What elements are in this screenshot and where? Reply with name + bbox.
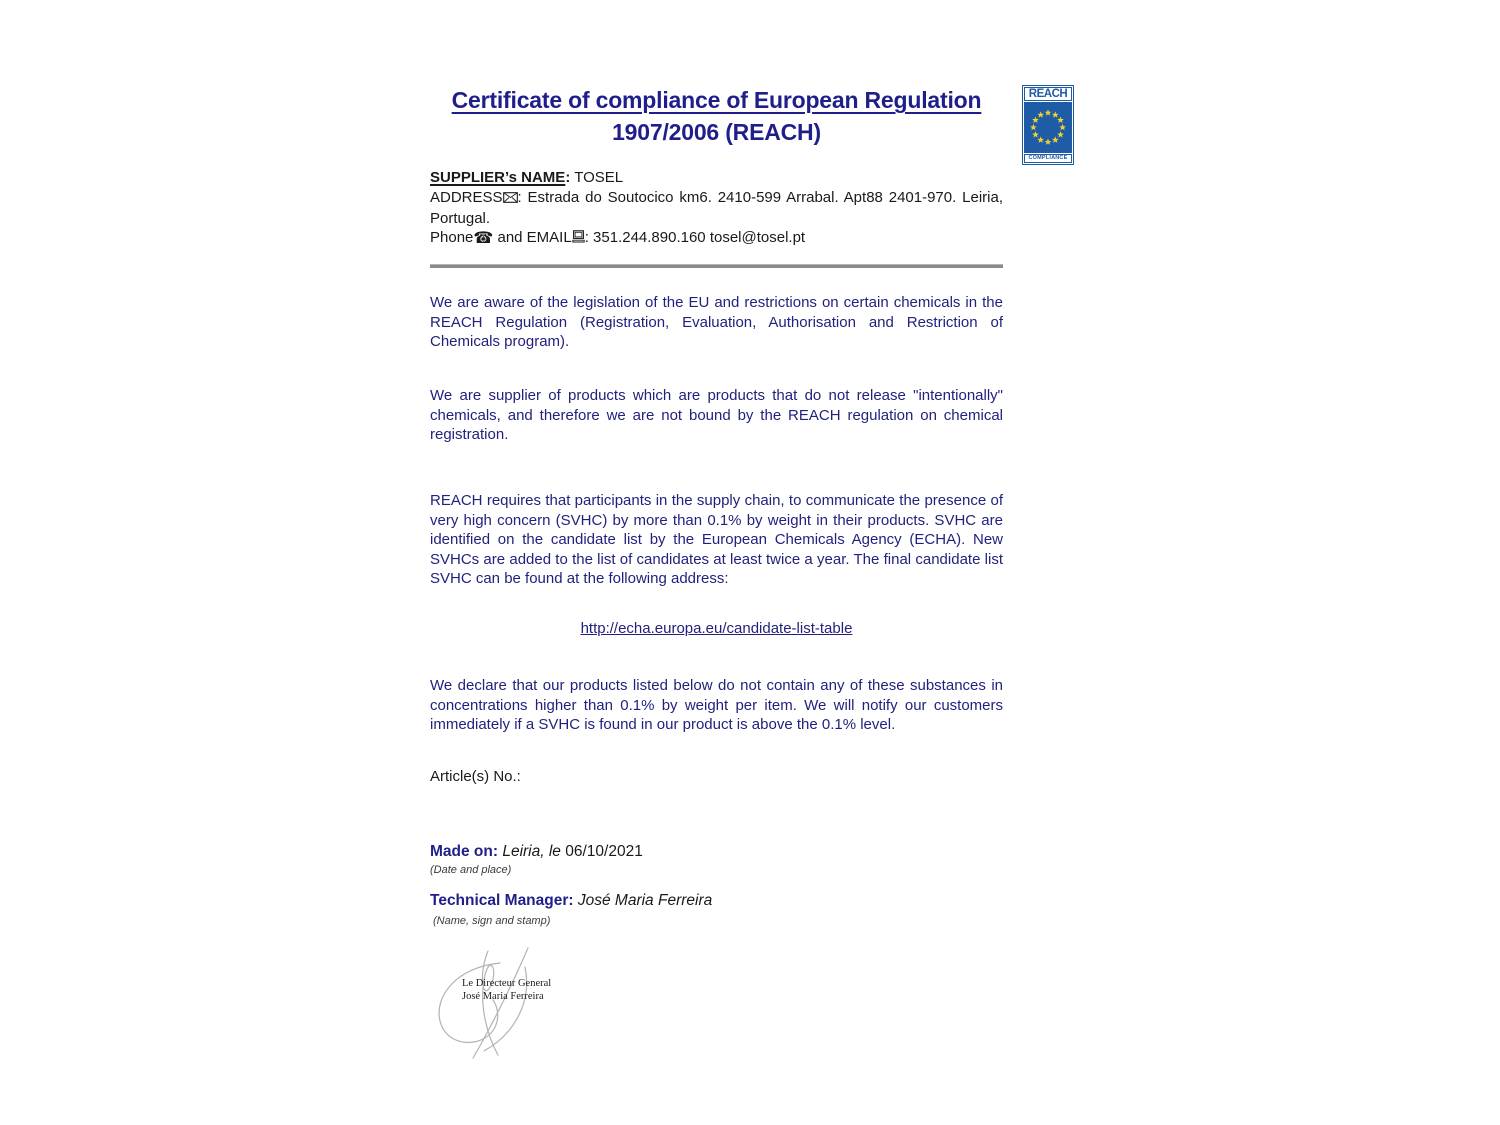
phone-label: Phone bbox=[430, 229, 474, 247]
supplier-info bbox=[430, 168, 1003, 249]
article-number-label: Article(s) No.: bbox=[430, 768, 521, 785]
supplier-name-line bbox=[430, 168, 1003, 188]
address-value: : Estrada do Soutocico km6. 2410-599 Arrabal. Apt88 2401-970. Leiria, Portugal. bbox=[430, 188, 1003, 227]
and-email-label: and EMAIL bbox=[493, 229, 572, 247]
technical-manager-label: Technical Manager: bbox=[430, 892, 574, 909]
made-on-date: 06/10/2021 bbox=[560, 843, 643, 860]
computer-icon bbox=[572, 229, 585, 249]
paragraph-reach-requirements: REACH requires that participants in the supply chain, to communicate the presence of very high concern (SVHC) by more than 0.1% by weight in their products. SVHC are identified on the candidate list by the European Chemicals Agency (ECHA). New SVHCs are added to the list of candidates at least twice a year. The final candidate list SVHC can be found at the following address: bbox=[430, 492, 1003, 587]
paragraph-declaration: We declare that our products listed below do not contain any of these substances in concentrations higher than 0.1% by weight per item. We will notify our customers immediately if a SVHC is found in our product is above the 0.1% level. bbox=[430, 677, 1003, 733]
title-line-1: Certificate of compliance of European Regulation bbox=[451, 87, 982, 113]
reach-logo-label: REACH bbox=[1024, 87, 1072, 101]
phone-icon: ☎ bbox=[473, 228, 494, 248]
address-label: ADDRESS bbox=[430, 188, 503, 206]
technical-manager-name: José Maria Ferreira bbox=[573, 892, 713, 909]
handwritten-signature-icon bbox=[428, 945, 578, 1065]
paragraph-supplier-statement: We are supplier of products which are products that do not release "intentionally" chemicals, and therefore we are not bound by the REACH regulation on chemical registration. bbox=[430, 387, 1003, 443]
made-on-label: Made on: bbox=[430, 843, 499, 860]
compliance-logo-label: COMPLIANCE bbox=[1024, 154, 1072, 163]
supplier-contact-line bbox=[430, 228, 1003, 249]
candidate-list-link-line bbox=[430, 620, 1003, 637]
stamp-line-2: José Maria Ferreira bbox=[462, 991, 544, 1002]
made-on-line bbox=[430, 843, 1003, 861]
supplier-name-colon: : bbox=[565, 169, 571, 186]
candidate-list-link[interactable]: http://echa.europa.eu/candidate-list-table bbox=[580, 620, 853, 637]
document-title bbox=[430, 84, 1003, 148]
envelope-icon bbox=[503, 189, 518, 209]
reach-compliance-logo bbox=[1022, 85, 1074, 165]
made-on-place: Leiria, le bbox=[498, 843, 561, 860]
supplier-name-value: TOSEL bbox=[570, 169, 624, 186]
stamp-line-1: Le Directeur General bbox=[462, 978, 552, 989]
technical-manager-line bbox=[430, 892, 1003, 910]
date-place-hint: (Date and place) bbox=[430, 864, 512, 876]
contact-value: : 351.244.890.160 tosel@tosel.pt bbox=[584, 229, 806, 247]
eu-stars-icon bbox=[1024, 102, 1072, 153]
section-divider bbox=[430, 264, 1003, 268]
name-sign-stamp-hint: (Name, sign and stamp) bbox=[433, 915, 551, 927]
paragraph-awareness: We are aware of the legislation of the EU and restrictions on certain chemicals in the REACH Regulation (Registration, Evaluation, Authorisation and Restriction of Chemicals program). bbox=[430, 294, 1003, 350]
stamp-text bbox=[462, 977, 551, 1003]
supplier-address-line bbox=[430, 188, 1003, 229]
supplier-name-label: SUPPLIER’s NAME bbox=[430, 169, 566, 186]
signature-block bbox=[428, 945, 578, 1065]
title-line-2: 1907/2006 (REACH) bbox=[612, 119, 821, 145]
